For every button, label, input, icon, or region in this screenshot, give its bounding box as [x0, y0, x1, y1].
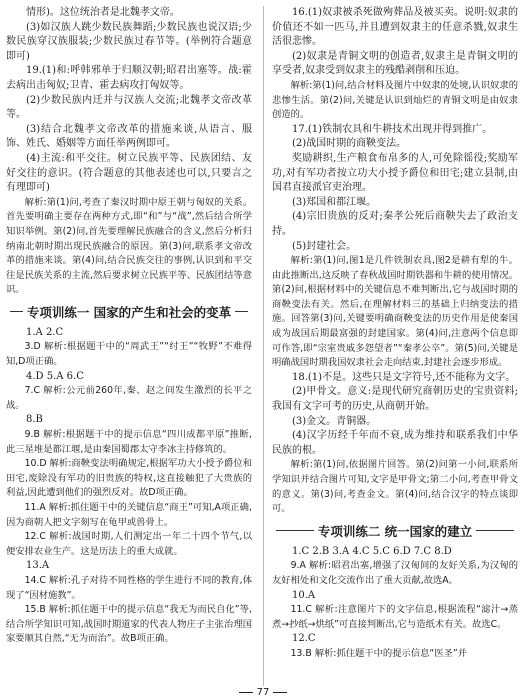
answer-line: 17.(1)铁制农具和牛耕技术出现并得到推广。: [292, 123, 493, 135]
heading-rule: [235, 311, 248, 312]
section-heading: [272, 520, 518, 542]
answer-line: 14.C 解析:孔子对待不同性格的学生进行不同的教育,体现了“因材施教”。: [6, 574, 252, 601]
section-title: 专项训练一 国家的产生和社会的变革: [26, 304, 232, 320]
answer-line: 8.B: [26, 414, 43, 426]
text-paragraph: (2)奴隶是青铜文明的创造者,奴隶主是青铜文明的享受者,奴隶受到奴隶主的残酷剥削和压迫。: [272, 50, 518, 77]
page-number: 77: [256, 686, 270, 698]
analysis-paragraph: 解析:第(1)问,考查了秦汉时期中原王朝与匈奴的关系。首先要明确主要存在两种方式,即“和”与“战”,然后结合所学知识举例。第(2)问,首先要理解民族融合的含义,然后分析归纳南北朝时期出现民族融合的原因。第(3)问,联系孝文帝改革的措施来谈。第(4)问,结合民族交往的事例,认识到和平交往是民族关系的主流,然后要求树立民族平等、民族团结等意识。: [6, 196, 252, 296]
text-paragraph: (3)如汉族人跳少数民族舞蹈;少数民族也说汉语;少数民族穿汉族服装;少数民族过春节等。(举例符合题意即可): [6, 21, 252, 62]
answer-line: 18.(1)不是。这些只是文字符号,还不能称为文字。: [292, 371, 516, 383]
right-column: [272, 6, 518, 662]
answer-line: 13.A: [26, 560, 50, 572]
answer-line: 15.B 解析:抓住题干中的提示信息“我无为而民自化”等,结合所学知识可知,战国时期道家的代表人物庄子主张治理国家要顺其自然,“无为而治”。故B项正确。: [6, 604, 252, 645]
answer-line: 12.C 解析:战国时期,人们测定出一年二十四个节气,以便安排农业生产。这是历法上的重大成就。: [6, 531, 252, 557]
answer-line: 12.C: [292, 633, 316, 645]
section-title: 专项训练二 统一国家的建立: [317, 523, 473, 539]
text-paragraph: (2)战国时期的商鞅变法。: [292, 138, 407, 150]
heading-rule: [10, 311, 23, 312]
answer-line: 9.A 解析:昭君出塞,增强了汉匈间的友好关系,为汉匈的友好相处和文化交流作出了重大贡献,故选A。: [272, 560, 518, 586]
answer-line: 1.A 2.C: [26, 326, 64, 338]
text-paragraph: 情形)。这位统治者是北魏孝文帝。: [26, 7, 180, 18]
analysis-paragraph: 解析:第(1)问,依据图片回答。第(2)问第一小问,联系所学知识并结合图片可知,文字是甲骨文;第二小问,考查甲骨文的意义。第(3)问,考查金文。第(4)问,结合汉字的特点谈即可。: [272, 459, 518, 515]
answer-line: 3.D 解析:根据题干中的“周武王”“纣王”“牧野”不难得知,D项正确。: [6, 341, 252, 368]
answer-line: 16.(1)奴隶被杀死做殉葬品及被买卖。说明:奴隶的价值还不如一匹马,并且遭到奴隶主的任意杀戮,奴隶生活很悲惨。: [272, 7, 518, 48]
left-column: [6, 6, 252, 647]
answer-line: 11.A 解析:抓住题干中的关键信息“商王”可知,A项正确,因为商朝人把文字刻写在龟甲或兽骨上。: [6, 502, 252, 528]
text-paragraph: (3)结合北魏孝文帝改革的措施来谈,从语言、服饰、姓氏、婚姻等方面任举两例即可。: [6, 123, 252, 150]
section-heading: [6, 301, 252, 323]
page-footer: [0, 686, 526, 698]
text-paragraph: (3)郑国和都江堰。: [292, 196, 377, 208]
footer-dash: [273, 692, 287, 693]
text-paragraph: 奖励耕织,生产粮食布帛多的人,可免除徭役;奖励军功,对有军功者按立功大小授予爵位和田宅;建立县制,由国君直接派官吏治理。: [272, 152, 518, 194]
text-paragraph: 19.(1)和:呼韩邪单于归顺汉朝;昭君出塞等。战:霍去病出击匈奴;卫青、霍去病攻打匈奴等。: [6, 65, 252, 91]
heading-rule: [276, 530, 314, 531]
answer-line: 9.B 解析:根据题干中的提示信息“四川成都平原”推断,此三星堆是都江堰,是由秦国蜀郡太守李冰主持修筑的。: [6, 429, 252, 455]
text-paragraph: (2)少数民族内迁并与汉族人交流;北魏孝文帝改革等。: [6, 94, 252, 121]
answer-line: 4.D 5.A 6.C: [26, 370, 84, 382]
text-paragraph: (2)甲骨文。意义:是现代研究商朝历史的宝贵资料;我国有文字可考的历史,从商朝开始。: [272, 386, 518, 413]
text-paragraph: (3)金文。青铜器。: [292, 415, 377, 427]
answer-line: 10.A: [292, 589, 316, 601]
answer-line: 11.C 解析:注意图片下的文字信息,根据流程“滤汁→蒸煮→抄纸→烘纸”可直接判断出,它与造纸术有关。故选C。: [272, 604, 518, 630]
footer-dash: [239, 692, 253, 693]
column-divider: [263, 6, 264, 686]
text-paragraph: (5)封建社会。: [292, 240, 357, 252]
text-paragraph: (4)主流:和平交往。树立民族平等、民族团结、友好交往的意识。(符合题意的其他表述也可以,只要言之有理即可): [6, 152, 252, 194]
text-paragraph: (4)汉字历经千年而不衰,成为维持和联系我们中华民族的根。: [272, 430, 518, 456]
text-paragraph: (4)宗旧贵族的反对;秦孝公死后商鞅失去了政治支持。: [272, 211, 518, 237]
answer-line: 10.D 解析:商鞅变法明确规定,根据军功大小授予爵位和田宅,废除没有军功的旧贵族的特权,这直接触犯了大贵族的利益,因此遭到他们的强烈反对。故D项正确。: [6, 458, 252, 499]
analysis-paragraph: 解析:第(1)问,结合材料及图片中奴隶的处境,认识奴隶的悲惨生活。第(2)问,关键是认识到灿烂的青铜文明是由奴隶创造的。: [272, 79, 518, 121]
answer-line: 13.B 解析:抓住题干中的提示信息“医圣”并: [290, 647, 467, 659]
answer-line: 7.C 解析:公元前260年,秦、赵之间发生激烈的长平之战。: [6, 385, 252, 411]
heading-rule: [476, 530, 514, 531]
answer-line: 1.C 2.B 3.A 4.C 5.C 6.D 7.C 8.D: [292, 545, 452, 557]
analysis-paragraph: 解析:第(1)问,图1是几件铁制农具,图2是耕有犁的牛。由此推断出,这反映了春秋战国时期铁器和牛耕的使用情况。第(2)问,根据材料中的关键信息不难判断出,它与战国时期的商鞅变法有关。然后,在理解材料三的基础上归纳变法的措施。回答第(3)问,关键要明确商鞅变法的历史作用是使秦国成为战国后期最富强的封建国家。第(4)问,注意两个信息即可作答,即“宗室贵戚多怨望者”“秦孝公卒”。第(5)问,关键是明确战国时期我国奴隶社会走向结束,封建社会逐步形成。: [272, 255, 518, 369]
